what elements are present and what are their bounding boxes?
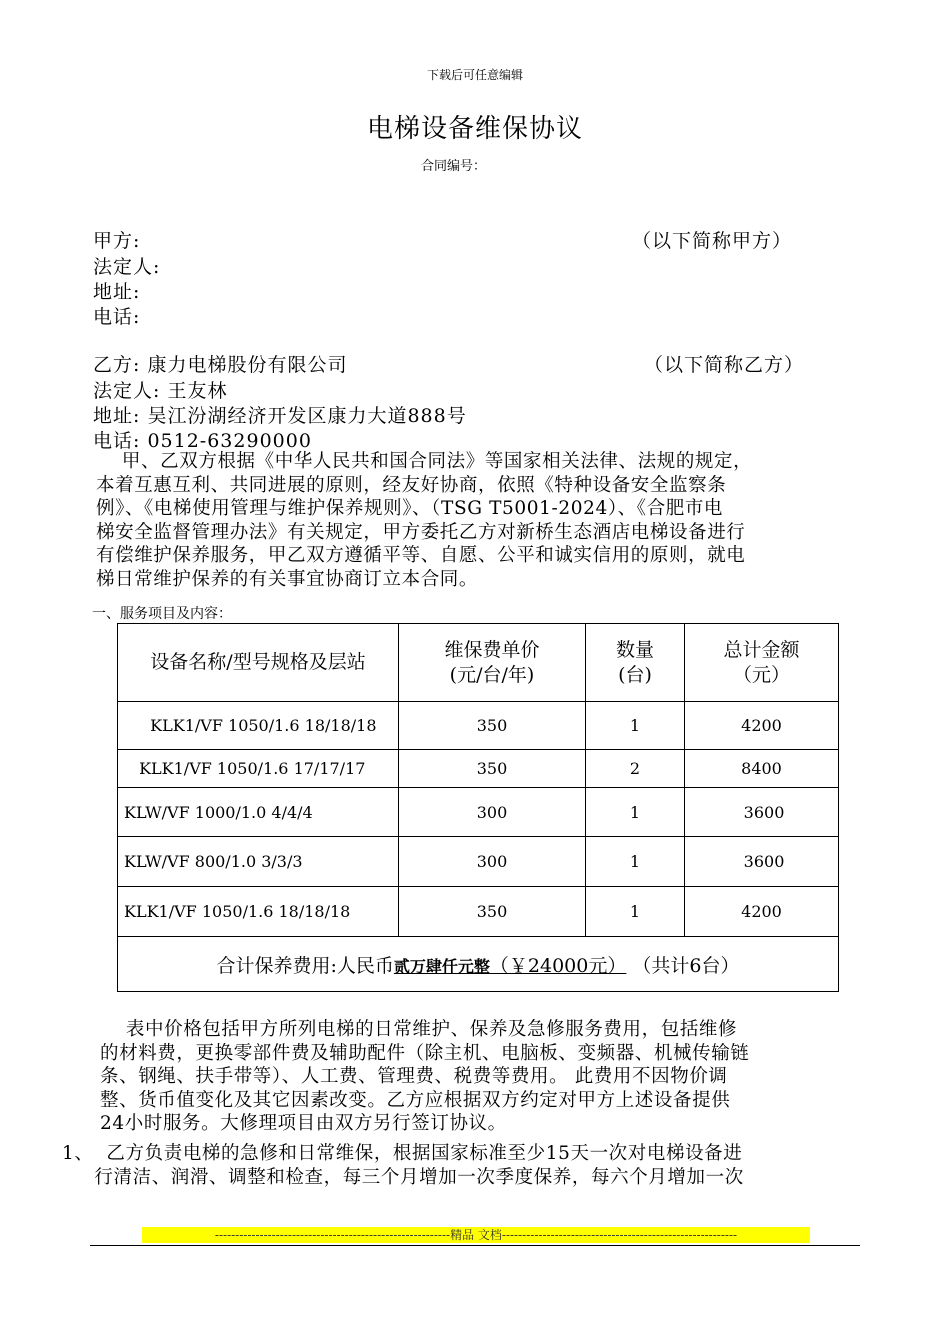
party-a-name-label: 甲方: [93, 230, 141, 252]
intro-line: 甲、乙双方根据《中华人民共和国合同法》等国家相关法律、法规的规定， [96, 451, 753, 472]
party-b-alias: （以下简称乙方） [644, 354, 805, 376]
header-quantity-line1: 数量 [615, 638, 654, 661]
body-line: 的材料费，更换零部件费及辅助配件（除主机、电脑板、变频器、机械传输链 [100, 1042, 750, 1064]
intro-line: 梯安全监督管理办法》有关规定，甲方委托乙方对新桥生态酒店电梯设备进行 [96, 521, 746, 543]
body-line: 表中价格包括甲方所列电梯的日常维护、保养及急修服务费用，包括维修 [100, 1019, 738, 1040]
row-price: 350 [399, 750, 586, 788]
table-row [118, 837, 839, 887]
row-price: 300 [399, 837, 586, 887]
footer-rule [90, 1245, 860, 1246]
row-qty: 2 [586, 750, 685, 788]
footer-watermark-bar: ----------------------------------------------------------精品 文档---------------------------------------------------------- [142, 1227, 810, 1243]
clause-line: 行清洁、润滑、调整和检查，每三个月增加一次季度保养，每六个月增加一次 [62, 1166, 744, 1188]
party-b-name: 乙方: 康力电梯股份有限公司 [93, 354, 348, 376]
total-cell [118, 937, 839, 992]
row-price: 300 [399, 788, 586, 837]
header-total-line1: 总计金额 [723, 638, 800, 661]
table-row [118, 702, 839, 750]
intro-line: 本着互惠互利、共同进展的原则，经友好协商，依照《特种设备安全监察条 [96, 474, 727, 496]
row-total: 3600 [685, 837, 839, 887]
body-line: 24小时服务。大修理项目由双方另行签订协议。 [100, 1113, 507, 1134]
intro-paragraph [96, 450, 866, 591]
contract-number-label: 合同编号： [421, 159, 487, 174]
service-table [117, 623, 839, 992]
header-model: 设备名称/型号规格及层站 [118, 624, 399, 702]
clause-line: 1、 乙方负责电梯的急修和日常维保，根据国家标准至少15天一次对电梯设备进 [62, 1143, 743, 1164]
total-count: （共计6台） [632, 954, 740, 977]
row-total: 3600 [685, 788, 839, 837]
party-b-phone: 电话: 0512-63290000 [93, 430, 312, 452]
row-qty: 1 [586, 837, 685, 887]
party-a-rep-label: 法定人: [93, 256, 161, 278]
row-model: KLK1/VF 1050/1.6 18/18/18 [118, 702, 399, 750]
total-prefix: 合计保养费用:人民币 [216, 954, 394, 977]
intro-line: 例》、《电梯使用管理与维护保养规则》、（TSG T5001-2024）、《合肥市电 [96, 498, 724, 519]
table-header-row [118, 624, 839, 702]
row-model: KLW/VF 800/1.0 3/3/3 [118, 837, 399, 887]
header-unit-price [399, 624, 586, 702]
row-qty: 1 [586, 788, 685, 837]
top-note: 下载后可任意编辑 [426, 68, 523, 82]
row-total: 4200 [685, 887, 839, 937]
table-total-row [118, 937, 839, 992]
party-b-rep: 法定人: 王友林 [93, 380, 228, 402]
header-quantity-line2: (台) [618, 663, 652, 686]
total-amount-underlined [394, 955, 626, 977]
party-a-alias: （以下简称甲方） [632, 230, 793, 252]
row-price: 350 [399, 702, 586, 750]
row-model: KLK1/VF 1050/1.6 18/18/18 [118, 887, 399, 937]
table-row [118, 887, 839, 937]
body-line: 条、钢绳、扶手带等）、人工费、管理费、税费等费用。 此费用不因物价调 [100, 1066, 728, 1087]
row-model: KLW/VF 1000/1.0 4/4/4 [118, 788, 399, 837]
table-row [118, 788, 839, 837]
party-a-phone-label: 电话: [93, 306, 141, 328]
header-total [685, 624, 839, 702]
total-amount-words: 贰万肆仟元整 [393, 956, 490, 976]
row-qty: 1 [586, 702, 685, 750]
party-a-address-label: 地址: [93, 281, 141, 303]
section-1-title: 一、服务项目及内容： [92, 606, 232, 622]
row-price: 350 [399, 887, 586, 937]
header-unit-price-line1: 维保费单价 [444, 638, 540, 661]
row-model: KLK1/VF 1050/1.6 17/17/17 [118, 750, 399, 788]
row-total: 8400 [685, 750, 839, 788]
body-line: 整、货币值变化及其它因素改变。乙方应根据双方约定对甲方上述设备提供 [100, 1089, 731, 1111]
header-quantity [586, 624, 685, 702]
document-title: 电梯设备维保协议 [366, 114, 583, 144]
header-total-line2: （元） [732, 663, 790, 686]
header-unit-price-line2: (元/台/年) [449, 663, 535, 686]
party-b-address: 地址: 吴江汾湖经济开发区康力大道888号 [93, 405, 467, 427]
pricing-paragraph [100, 1018, 870, 1136]
intro-line: 有偿维护保养服务，甲乙双方遵循平等、自愿、公平和诚实信用的原则，就电 [96, 545, 746, 566]
clause-1 [62, 1142, 862, 1189]
row-qty: 1 [586, 887, 685, 937]
row-total: 4200 [685, 702, 839, 750]
intro-line: 梯日常维护保养的有关事宜协商订立本合同。 [96, 568, 479, 590]
table-row [118, 750, 839, 788]
total-amount-number: （￥24000元） [489, 954, 627, 977]
